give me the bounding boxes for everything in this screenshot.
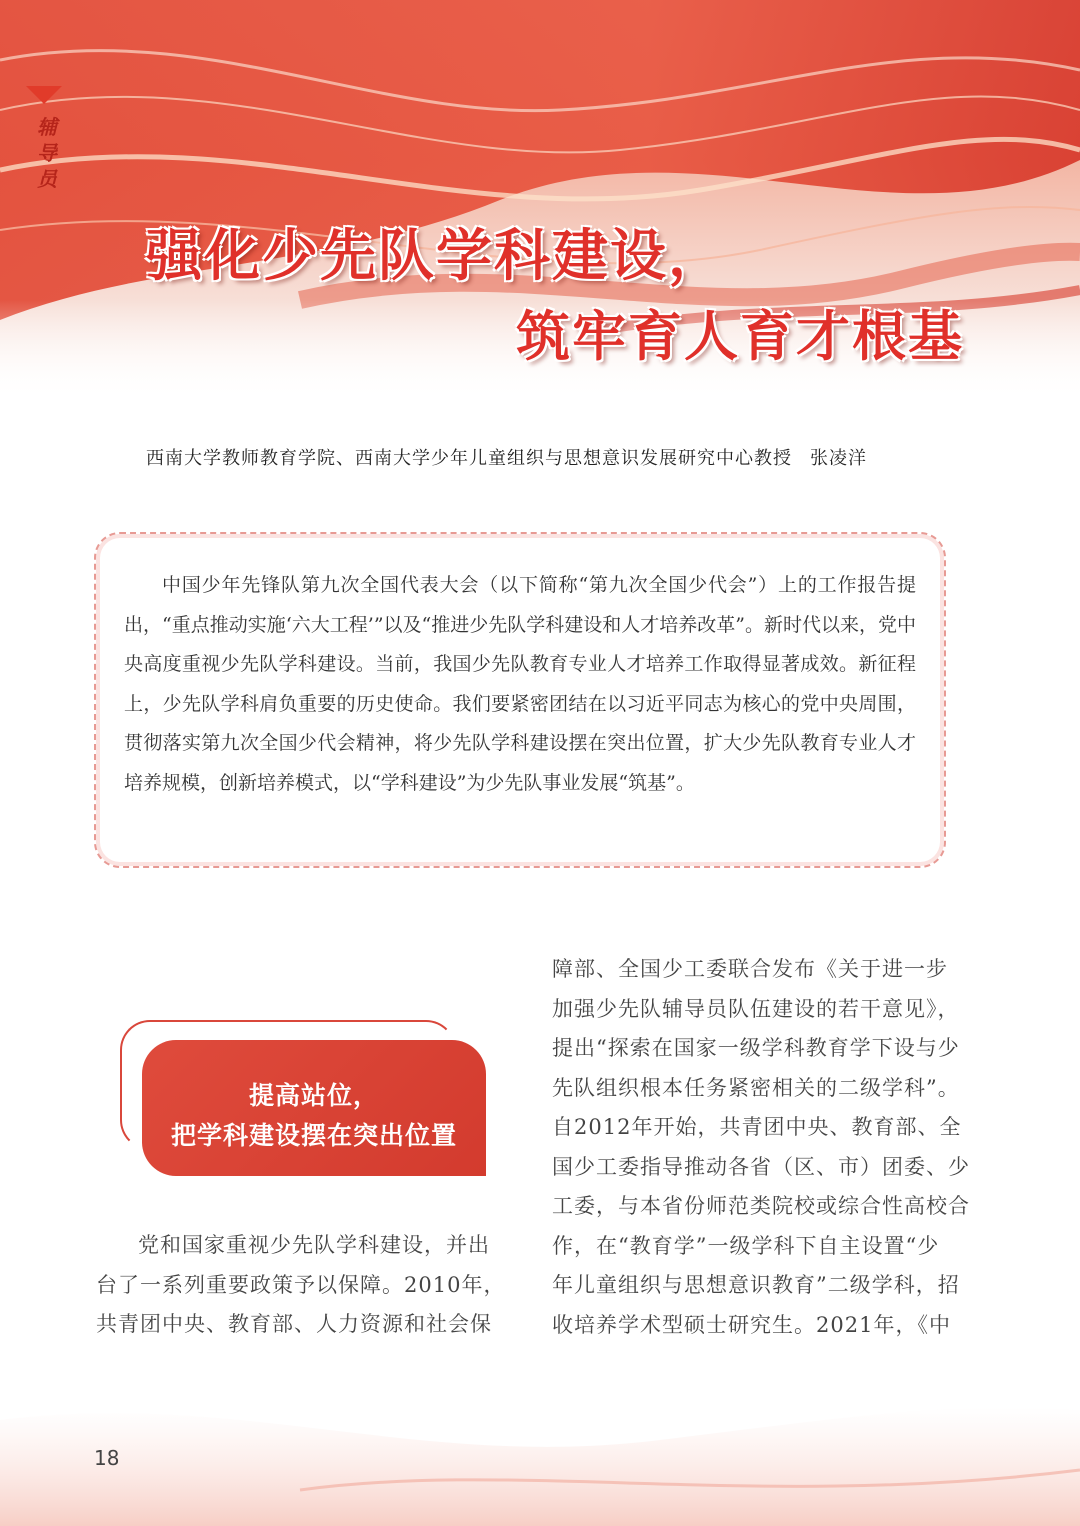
body-line: 共青团中央、教育部、人力资源和社会保	[96, 1312, 492, 1336]
section-marker-triangle	[26, 86, 62, 104]
byline-author: 张凌洋	[810, 448, 867, 469]
body-line: 自2012年开始，共青团中央、教育部、全	[552, 1115, 962, 1139]
body-line: 党和国家重视少先队学科建设，并出	[138, 1233, 490, 1257]
body-line: 提出“探索在国家一级学科教育学下设与少	[552, 1036, 960, 1060]
byline-affiliation: 西南大学教师教育学院、西南大学少年儿童组织与思想意识发展研究中心教授	[146, 448, 792, 469]
page-title-line-2: 筑牢育人育才根基	[516, 305, 964, 368]
body-line: 障部、全国少工委联合发布《关于进一步	[552, 957, 948, 981]
body-line: 台了一系列重要政策予以保障。2010年，	[96, 1272, 506, 1297]
body-column-right	[552, 950, 970, 1345]
body-line: 作，在“教育学”一级学科下自主设置“少	[552, 1233, 940, 1258]
body-line: 国少工委指导推动各省（区、市）团委、少	[552, 1154, 970, 1179]
body-line: 先队组织根本任务紧密相关的二级学科”。	[552, 1075, 960, 1100]
body-line: 工委，与本省份师范类院校或综合性高校合	[552, 1194, 970, 1218]
body-column-left	[96, 1226, 514, 1345]
footer-wave	[0, 1380, 1080, 1526]
page-title-line-1: 强化少先队学科建设，	[146, 224, 726, 289]
section-heading	[120, 1020, 490, 1176]
page-number: 18	[94, 1446, 120, 1470]
body-line: 收培养学术型硕士研究生。2021年，《中	[552, 1312, 951, 1337]
section-heading-line-1: 提高站位，	[248, 1081, 379, 1110]
abstract-text: 中国少年先锋队第九次全国代表大会（以下简称“第九次全国少代会”）上的工作报告提出，“重点推动实施‘六大工程’”以及“推进少先队学科建设和人才培养改革”。新时代以来，党中央高度重视少先队学科建设。当前，我国少先队教育专业人才培养工作取得显著成效。新征程上，少先队学科肩负重要的历史使命。我们要紧密团结在以习近平同志为核心的党中央周围，贯彻落实第九次全国少代会精神，将少先队学科建设摆在突出位置，扩大少先队教育专业人才培养规模，创新培养模式，以“学科建设”为少先队事业发展“筑基”。	[124, 574, 916, 794]
body-line: 加强少先队辅导员队伍建设的若干意见》，	[552, 996, 960, 1021]
section-heading-line-2: 把学科建设摆在突出位置	[170, 1121, 457, 1150]
column-label: 辅导员	[37, 115, 57, 191]
body-line: 年儿童组织与思想意识教育”二级学科，招	[552, 1273, 960, 1297]
